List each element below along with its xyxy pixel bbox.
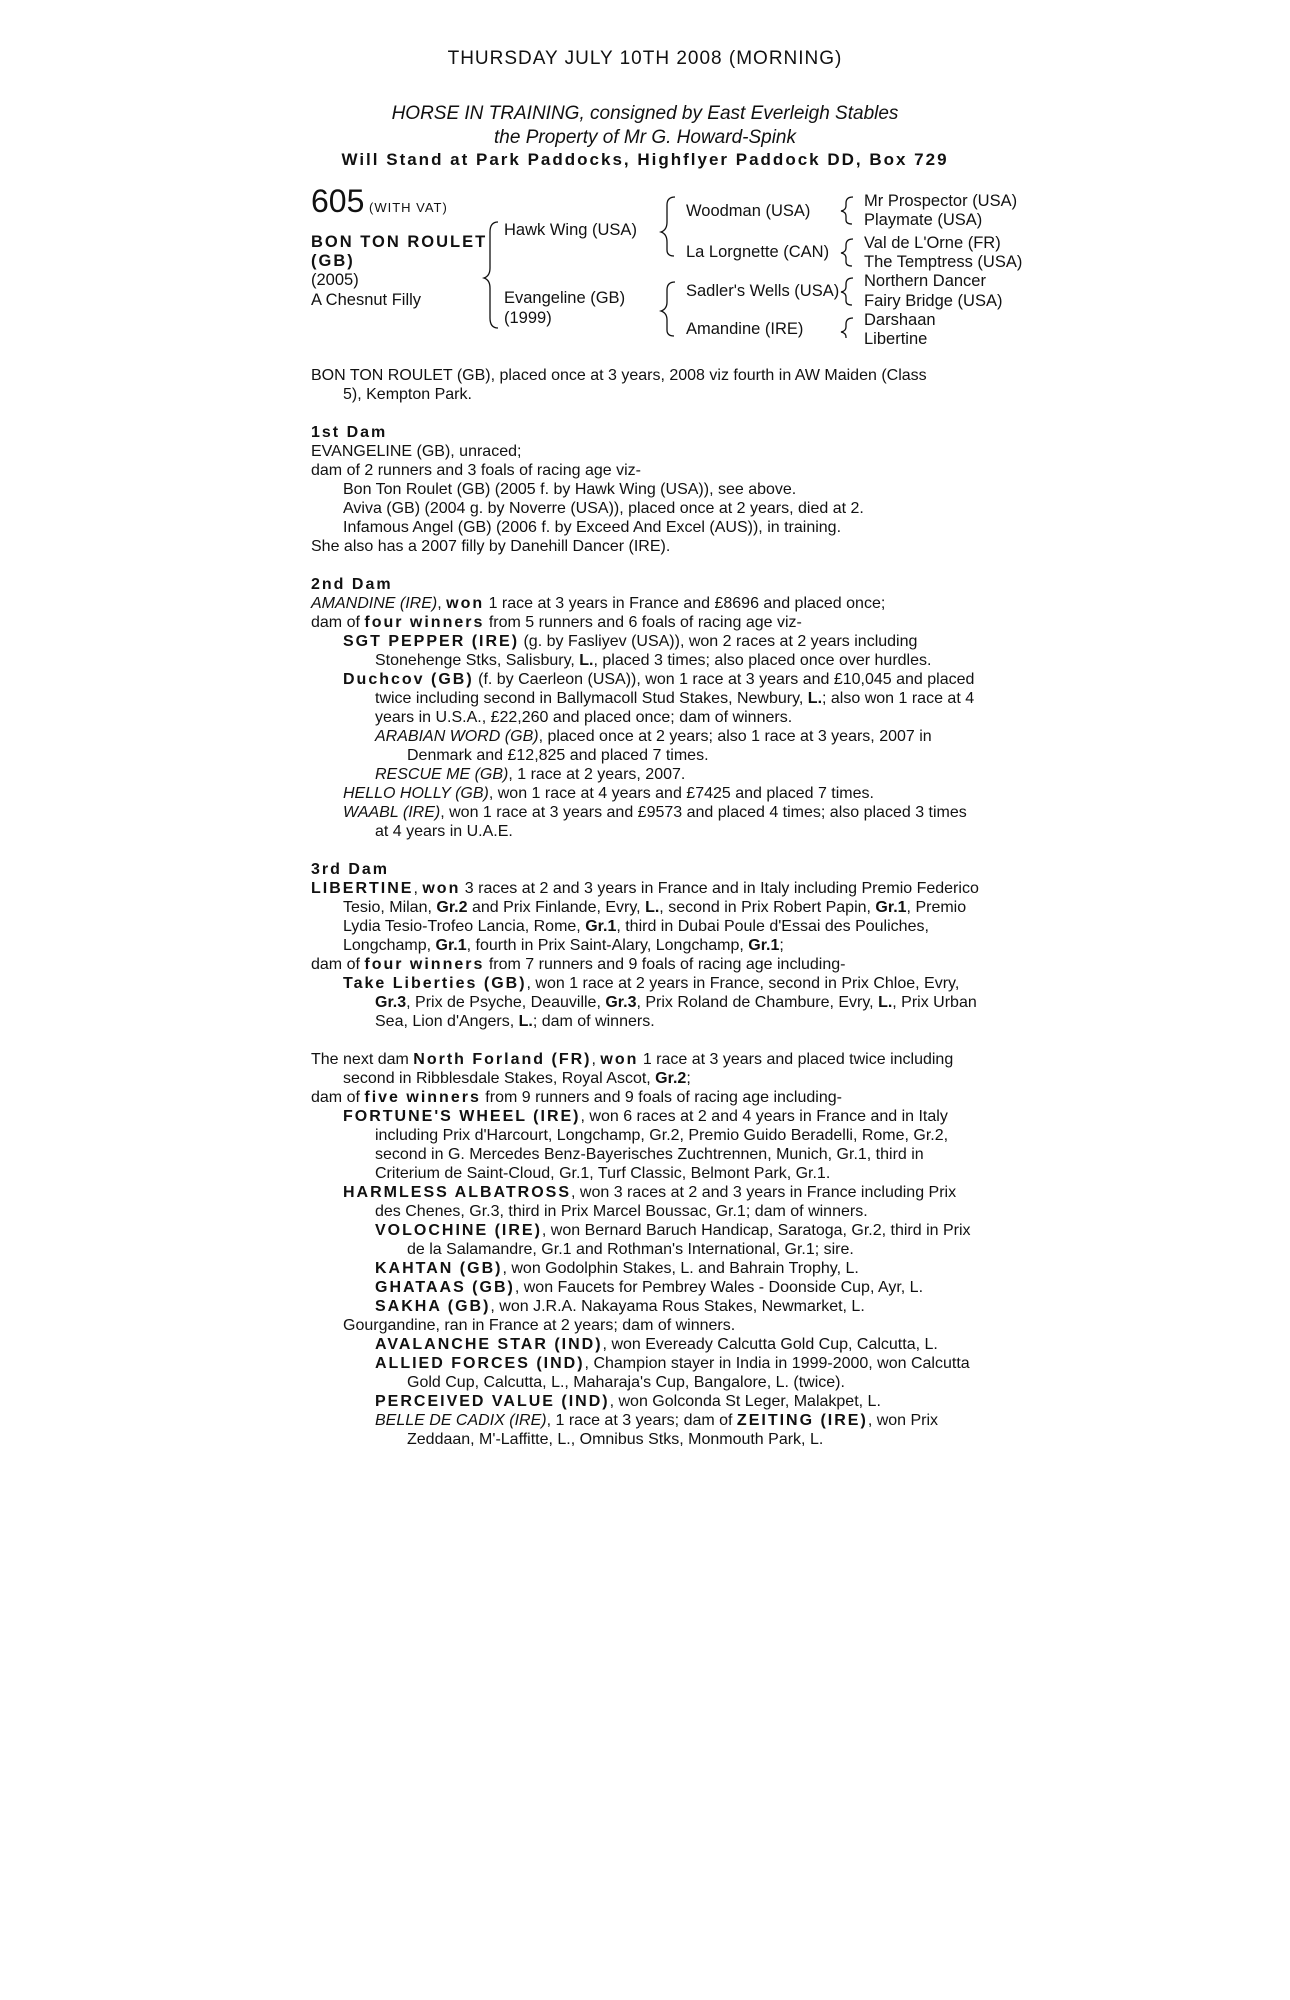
text: , placed 3 times; also placed once over hurdles. bbox=[593, 652, 932, 669]
text: ; also won 1 race at 4 years in U.S.A., £22,260 and placed once; dam of winners. bbox=[375, 690, 975, 726]
produce-entry bbox=[311, 803, 983, 841]
text: from 5 runners and 6 foals of racing age viz- bbox=[484, 614, 802, 631]
text: , Champion stayer in India in 1999-2000, won Calcutta Gold Cup, Calcutta, L., Maharaja's Cup, Bangalore, L. (twice). bbox=[407, 1355, 970, 1391]
produce-entry: Gourgandine, ran in France at 2 years; dam of winners. bbox=[343, 1317, 736, 1334]
text: ; dam of winners. bbox=[532, 1013, 655, 1030]
text: ; bbox=[779, 937, 784, 954]
horse-name: PERCEIVED VALUE (IND) bbox=[375, 1393, 610, 1410]
listed: L. bbox=[518, 1013, 533, 1030]
text: , won 6 races at 2 and 4 years in France and in Italy including Prix d'Harcourt, Longchamp, Gr.2, Premio Guido Beradelli, Rome, Gr.2, second in G. Mercedes Benz-Bayerisches Zuchtrennen, Munich, Gr.1, third in Criterium de Saint-Cloud, Gr.1, Turf Classic, Belmont Park, Gr.1. bbox=[375, 1108, 949, 1182]
third-dam-line bbox=[311, 955, 983, 974]
dam-dam: Amandine (IRE) bbox=[686, 320, 804, 338]
horse-name: VOLOCHINE (IRE) bbox=[375, 1222, 542, 1239]
produce-entry bbox=[311, 632, 983, 670]
horse-name: SGT PEPPER (IRE) bbox=[343, 633, 520, 650]
text: from 9 runners and 9 foals of racing age including- bbox=[480, 1089, 842, 1106]
sire: Hawk Wing (USA) bbox=[504, 221, 637, 239]
dam-sire: Sadler's Wells (USA) bbox=[686, 282, 840, 300]
text: , won 1 race at 4 years and £7425 and placed 7 times. bbox=[488, 785, 874, 802]
won-label: won bbox=[600, 1051, 639, 1068]
listed: L. bbox=[807, 690, 823, 707]
horse-name: BELLE DE CADIX (IRE) bbox=[375, 1412, 547, 1429]
text: , won Faucets for Pembrey Wales - Doonside Cup, Ayr, L. bbox=[514, 1279, 924, 1296]
text: , won Bernard Baruch Handicap, Saratoga, Gr.2, third in Prix de la Salamandre, Gr.1 and Rothman's International, Gr.1; sire. bbox=[407, 1222, 971, 1258]
winners-count: four winners bbox=[364, 614, 485, 631]
gg-7: Darshaan bbox=[864, 311, 936, 329]
horse-name: Duchcov (GB) bbox=[343, 671, 474, 688]
first-dam-line: She also has a 2007 filly by Danehill Dancer (IRE). bbox=[311, 538, 671, 555]
text: (f. by Caerleon (USA)), won 1 race at 3 years and £10,045 and placed twice including second in Ballymacoll Stud Stakes, Newbury, bbox=[375, 671, 975, 707]
horse-name: WAABL (IRE) bbox=[343, 804, 441, 821]
text: , Prix Roland de Chambure, Evry, bbox=[636, 994, 879, 1011]
text: , Prix Urban Sea, Lion d'Angers, bbox=[375, 994, 977, 1030]
produce-entry bbox=[311, 670, 983, 727]
text: (g. by Fasliyev (USA)), won 2 races at 2 years including Stonehenge Stks, Salisbury, bbox=[375, 633, 918, 669]
pedigree-braces bbox=[0, 0, 1290, 340]
produce-entry bbox=[311, 974, 983, 1031]
won-label: won bbox=[422, 880, 461, 897]
horse-name: FORTUNE'S WHEEL (IRE) bbox=[343, 1108, 581, 1125]
third-dam-line: LIBERTINE, won 3 races at 2 and 3 years in France and in Italy including Premio Federico Tesio, Milan, Gr.2 and Prix Finlande, Evry, L., second in Prix Robert Papin, Gr.1, Premio Lydia Tesio-Trofeo Lancia, Rome, Gr.1, third in Dubai Poule d'Essai des Pouliches, Longchamp, Gr.1, fourth in Prix Saint-Alary, Longchamp, Gr.1; bbox=[311, 880, 979, 954]
text: , second in Prix Robert Papin, bbox=[659, 899, 876, 916]
produce-entry bbox=[311, 727, 983, 765]
produce-entry bbox=[311, 765, 983, 784]
produce-entry bbox=[311, 1297, 983, 1316]
intro-line: BON TON ROULET (GB), placed once at 3 years, 2008 viz fourth in AW Maiden (Class bbox=[311, 367, 927, 384]
third-dam-heading: 3rd Dam bbox=[311, 861, 390, 878]
text: , third in Dubai Poule d'Essai des Pouliches, Longchamp, bbox=[343, 918, 929, 954]
sire-dam: La Lorgnette (CAN) bbox=[686, 243, 830, 261]
next-dam-line: The next dam North Forland (FR), won 1 race at 3 years and placed twice including second in Ribblesdale Stakes, Royal Ascot, Gr.2; bbox=[311, 1051, 954, 1087]
horse-name: KAHTAN (GB) bbox=[375, 1260, 503, 1277]
text: , 1 race at 2 years, 2007. bbox=[508, 766, 686, 783]
produce-entry bbox=[311, 1354, 983, 1392]
horse-name: ZEITING (IRE) bbox=[736, 1412, 868, 1429]
grade: Gr.1 bbox=[875, 899, 907, 916]
first-dam-produce: Aviva (GB) (2004 g. by Noverre (USA)), placed once at 2 years, died at 2. bbox=[343, 500, 864, 517]
dam-name: North Forland (FR) bbox=[413, 1051, 592, 1068]
text: The next dam bbox=[311, 1051, 414, 1068]
text: , won 3 races at 2 and 3 years in France including Prix des Chenes, Gr.3, third in Prix Marcel Boussac, Gr.1; dam of winners. bbox=[375, 1184, 957, 1220]
produce-entry bbox=[311, 1107, 983, 1183]
produce-entry bbox=[311, 1411, 983, 1449]
text: , Prix de Psyche, Deauville, bbox=[406, 994, 606, 1011]
produce-entry bbox=[311, 1259, 983, 1278]
produce-entry bbox=[311, 1183, 983, 1221]
horse-name: RESCUE ME (GB) bbox=[375, 766, 509, 783]
dam-name: AMANDINE (IRE) bbox=[311, 595, 438, 612]
horse-year: (2005) bbox=[311, 271, 359, 289]
first-dam-produce: Bon Ton Roulet (GB) (2005 f. by Hawk Wing (USA)), see above. bbox=[343, 481, 797, 498]
dam-year: (1999) bbox=[504, 309, 552, 327]
grade: Gr.1 bbox=[435, 937, 467, 954]
vat-label: (WITH VAT) bbox=[368, 200, 448, 215]
sire-sire: Woodman (USA) bbox=[686, 202, 811, 220]
text: 1 race at 3 years and placed twice including second in Ribblesdale Stakes, Royal Ascot, bbox=[343, 1051, 954, 1087]
grade: Gr.2 bbox=[436, 899, 468, 916]
produce-entry bbox=[311, 1278, 983, 1297]
text: , won 1 race at 2 years in France, second in Prix Chloe, Evry, bbox=[526, 975, 960, 992]
produce-entry bbox=[311, 1392, 983, 1411]
catalogue-body bbox=[311, 366, 983, 1449]
lot-number: 605 bbox=[311, 183, 365, 219]
horse-name: ALLIED FORCES (IND) bbox=[375, 1355, 585, 1372]
first-dam-produce: Infamous Angel (GB) (2006 f. by Exceed And Excel (AUS)), in training. bbox=[343, 519, 842, 536]
horse-description: A Chesnut Filly bbox=[311, 291, 422, 309]
dam: Evangeline (GB) bbox=[504, 289, 626, 307]
gg-3: Val de L'Orne (FR) bbox=[864, 234, 1001, 252]
lot-title: HORSE IN TRAINING, consigned by East Everleigh Stables bbox=[391, 103, 899, 124]
winners-count: five winners bbox=[364, 1089, 481, 1106]
grade: Gr.3 bbox=[605, 994, 637, 1011]
gg-4: The Temptress (USA) bbox=[864, 253, 1023, 271]
won-label: won bbox=[446, 595, 485, 612]
text: , won Prix Zeddaan, M'-Laffitte, L., Omnibus Stks, Monmouth Park, L. bbox=[407, 1412, 939, 1448]
intro-line: 5), Kempton Park. bbox=[343, 386, 472, 403]
grade: Gr.1 bbox=[748, 937, 780, 954]
first-dam-line: EVANGELINE (GB), unraced; bbox=[311, 443, 522, 460]
gg-8: Libertine bbox=[864, 330, 928, 348]
grade: Gr.1 bbox=[585, 918, 617, 935]
text: dam of bbox=[311, 1089, 365, 1106]
listed: L. bbox=[878, 994, 893, 1011]
first-dam-line: dam of 2 runners and 3 foals of racing age viz- bbox=[311, 462, 641, 479]
text: from 7 runners and 9 foals of racing age including- bbox=[484, 956, 846, 973]
text: , won Eveready Calcutta Gold Cup, Calcutta, L. bbox=[602, 1336, 938, 1353]
gg-1: Mr Prospector (USA) bbox=[864, 192, 1018, 210]
text: ; bbox=[686, 1070, 691, 1087]
text: dam of bbox=[311, 956, 365, 973]
horse-name: GHATAAS (GB) bbox=[375, 1279, 515, 1296]
horse-name: AVALANCHE STAR (IND) bbox=[375, 1336, 603, 1353]
text: , won Godolphin Stakes, L. and Bahrain Trophy, L. bbox=[502, 1260, 859, 1277]
grade: Gr.2 bbox=[655, 1070, 687, 1087]
text: dam of bbox=[311, 614, 365, 631]
lot-owner: the Property of Mr G. Howard-Spink bbox=[494, 127, 796, 148]
gg-5: Northern Dancer bbox=[864, 272, 986, 290]
text: , won Golconda St Leger, Malakpet, L. bbox=[609, 1393, 881, 1410]
produce-entry bbox=[311, 1221, 983, 1259]
gg-6: Fairy Bridge (USA) bbox=[864, 292, 1003, 310]
horse-name: SAKHA (GB) bbox=[375, 1298, 491, 1315]
horse-name: ARABIAN WORD (GB) bbox=[375, 728, 539, 745]
horse-country: (GB) bbox=[311, 252, 355, 270]
sale-date: THURSDAY JULY 10TH 2008 (MORNING) bbox=[447, 48, 843, 69]
first-dam-heading: 1st Dam bbox=[311, 424, 388, 441]
listed: L. bbox=[579, 652, 594, 669]
text: , placed once at 2 years; also 1 race at 3 years, 2007 in Denmark and £12,825 and placed 7 times. bbox=[407, 728, 932, 764]
horse-name: HARMLESS ALBATROSS bbox=[343, 1184, 571, 1201]
text: , Premio Lydia Tesio-Trofeo Lancia, Rome, bbox=[343, 899, 967, 935]
gg-2: Playmate (USA) bbox=[864, 211, 983, 229]
lot-stand: Will Stand at Park Paddocks, Highflyer Paddock DD, Box 729 bbox=[341, 150, 949, 169]
horse-name: HELLO HOLLY (GB) bbox=[343, 785, 489, 802]
produce-entry bbox=[311, 784, 983, 803]
text: , won J.R.A. Nakayama Rous Stakes, Newmarket, L. bbox=[490, 1298, 865, 1315]
text: and Prix Finlande, Evry, bbox=[467, 899, 646, 916]
text: 1 race at 3 years in France and £8696 and placed once; bbox=[484, 595, 886, 612]
dam-name: LIBERTINE bbox=[311, 880, 414, 897]
second-dam-heading: 2nd Dam bbox=[311, 576, 393, 593]
winners-count: four winners bbox=[364, 956, 485, 973]
text: , 1 race at 3 years; dam of bbox=[546, 1412, 737, 1429]
second-dam-line: AMANDINE (IRE), won 1 race at 3 years in France and £8696 and placed once; bbox=[311, 595, 886, 612]
text: 3 races at 2 and 3 years in France and in Italy including Premio Federico Tesio, Milan, bbox=[343, 880, 979, 916]
next-dam-line bbox=[311, 1088, 983, 1107]
horse-name: BON TON ROULET bbox=[311, 233, 488, 251]
text: , fourth in Prix Saint-Alary, Longchamp, bbox=[466, 937, 749, 954]
text: , won 1 race at 3 years and £9573 and placed 4 times; also placed 3 times at 4 years in U.A.E. bbox=[375, 804, 967, 840]
horse-name: Take Liberties (GB) bbox=[343, 975, 527, 992]
listed: L. bbox=[645, 899, 660, 916]
second-dam-line bbox=[311, 613, 983, 632]
grade: Gr.3 bbox=[375, 994, 407, 1011]
produce-entry bbox=[311, 1335, 983, 1354]
